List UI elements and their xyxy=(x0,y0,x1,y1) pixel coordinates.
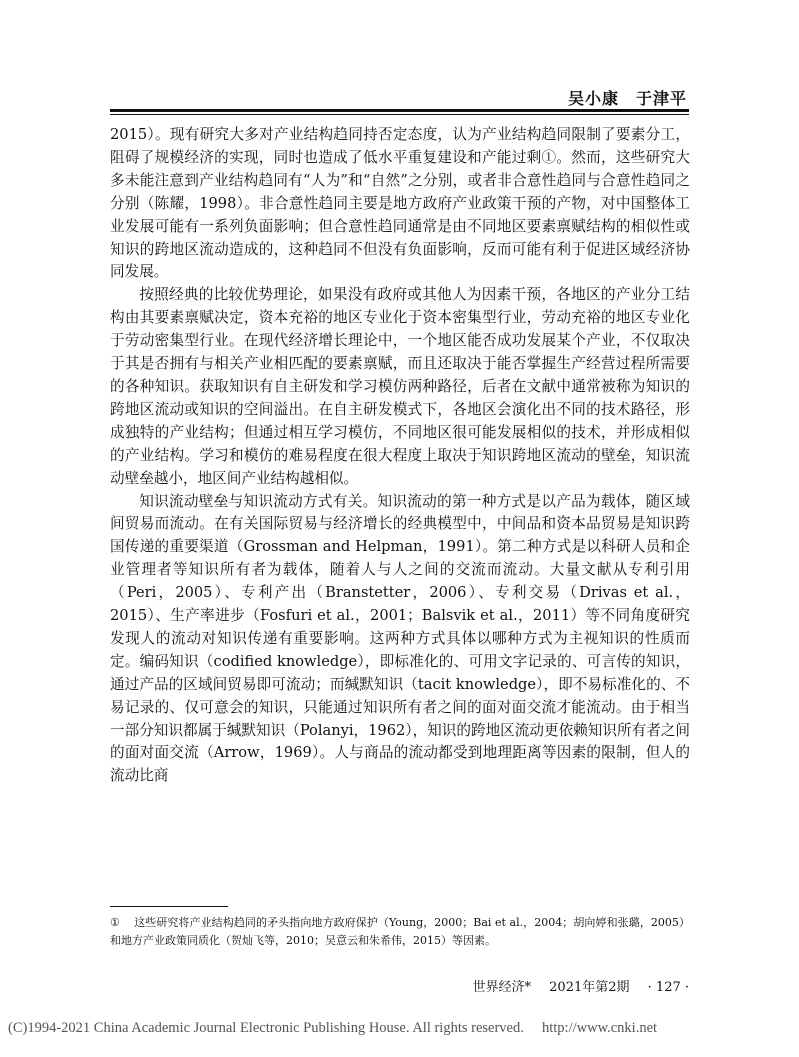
footnote xyxy=(110,914,690,950)
page-footer xyxy=(473,976,690,995)
paragraph-3: 知识流动壁垒与知识流动方式有关。知识流动的第一种方式是以产品为载体，随区域间贸易而流动。在有关国际贸易与经济增长的经典模型中，中间品和资本品贸易是知识跨国传递的重要渠道（Grossman and Helpman，1991）。第二种方式是以科研人员和企业管理者等知识所有者为载体，随着人与人之间的交流而流动。大量文献从专利引用（Peri，2005）、专利产出（Branstetter，2006）、专利交易（Drivas et al.，2015）、生产率进步（Fosfuri et al.，2001；Balsvik et al.，2011）等不同角度研究发现人的流动对知识传递有重要影响。这两种方式具体以哪种方式为主视知识的性质而定。编码知识（codified knowledge），即标准化的、可用文字记录的、可言传的知识，通过产品的区域间贸易即可流动；而缄默知识（tacit knowledge），即不易标准化的、不易记录的、仅可意会的知识，只能通过知识所有者之间的面对面交流才能流动。由于相当一部分知识都属于缄默知识（Polanyi，1962），知识的跨地区流动更依赖知识所有者之间的面对面交流（Arrow，1969）。人与商品的流动都受到地理距离等因素的限制，但人的流动比商 xyxy=(110,492,690,785)
paragraph-1: 2015）。现有研究大多对产业结构趋同持否定态度，认为产业结构趋同限制了要素分工，阻碍了规模经济的实现，同时也造成了低水平重复建设和产能过剩①。然而，这些研究大多未能注意到产业结构趋同有“人为”和“自然”之分别，或者非合意性趋同与合意性趋同之分别（陈耀，1998）。非合意性趋同主要是地方政府产业政策干预的产物，对中国整体工业发展可能有一系列负面影响；但合意性趋同通常是由不同地区要素禀赋结构的相似性或知识的跨地区流动造成的，这种趋同不但没有负面影响，反而可能有利于促进区域经济协同发展。 xyxy=(110,126,690,281)
issue-label: 2021年第2期 xyxy=(549,980,630,995)
header-rule-thin xyxy=(110,114,689,115)
footnote-separator xyxy=(110,906,228,907)
copyright-watermark: (C)1994-2021 China Academic Journal Electronic Publishing House. All rights reserved. http://www.cnki.net xyxy=(8,1020,658,1036)
header-rule-thick xyxy=(110,109,689,112)
footnote-text: 这些研究将产业结构趋同的矛头指向地方政府保护（Young，2000；Bai et al.，2004；胡向婷和张璐，2005）和地方产业政策同质化（贺灿飞等，2010；吴意云和朱希伟，2015）等因素。 xyxy=(110,916,690,947)
article-body xyxy=(110,124,690,788)
footnote-marker: ① xyxy=(110,916,120,929)
paragraph-2: 按照经典的比较优势理论，如果没有政府或其他人为因素干预，各地区的产业分工结构由其要素禀赋决定，资本充裕的地区专业化于资本密集型行业，劳动充裕的地区专业化于劳动密集型行业。在现代经济增长理论中，一个地区能否成功发展某个产业，不仅取决于其是否拥有与相关产业相匹配的要素禀赋，而且还取决于能否掌握生产经营过程所需要的各种知识。获取知识有自主研发和学习模仿两种路径，后者在文献中通常被称为知识的跨地区流动或知识的空间溢出。在自主研发模式下，各地区会演化出不同的技术路径，形成独特的产业结构；但通过相互学习模仿，不同地区很可能发展相似的技术，并形成相似的产业结构。学习和模仿的难易程度在很大程度上取决于知识跨地区流动的壁垒，知识流动壁垒越小，地区间产业结构越相似。 xyxy=(110,286,690,487)
journal-name: 世界经济* xyxy=(472,980,532,995)
page-number: · 127 · xyxy=(647,980,689,995)
running-head-authors: 吴小康 于津平 xyxy=(567,89,687,108)
